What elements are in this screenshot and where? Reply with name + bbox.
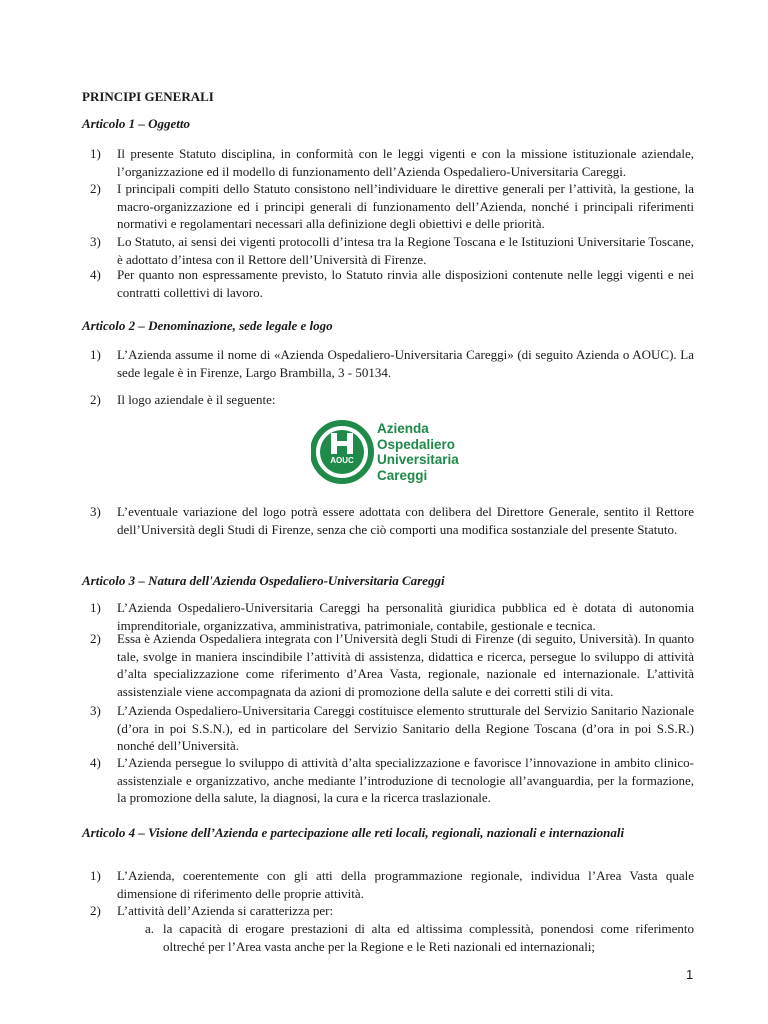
article-2-item-1 xyxy=(82,346,694,381)
subitem-letter: a. xyxy=(145,921,155,936)
item-number: 1) xyxy=(90,600,101,615)
logo-line: Universitaria xyxy=(377,452,459,467)
item-text: Per quanto non espressamente previsto, lo Statuto rinvia alle disposizioni contenute nelle leggi vigenti e nei contratti collettivi di lavoro. xyxy=(117,267,694,300)
item-text: Il presente Statuto disciplina, in conformità con le leggi vigenti e con la missione istituzionale aziendale, l’organizzazione ed il modello di funzionamento dell’Azienda Ospedaliero-Universitaria Careggi. xyxy=(117,146,694,179)
logo-wordmark xyxy=(377,421,459,483)
article-2-item-3 xyxy=(82,503,694,538)
item-number: 3) xyxy=(90,703,101,718)
article-1-title: Articolo 1 – Oggetto xyxy=(82,116,190,131)
item-number: 2) xyxy=(90,903,101,918)
item-text: Essa è Azienda Ospedaliera integrata con l’Università degli Studi di Firenze (di seguito, Università). In quanto tale, svolge in maniera inscindibile l’attività di assistenza, didattica e ricerca, persegue lo sviluppo di attività d’alta specializzazione come riferimento d’Area Vasta, regionale, nazionale ed internazionale. L’attività assistenziale viene accompagnata da azioni di promozione della salute e dei corretti stili di vita. xyxy=(117,631,694,699)
item-text: L’Azienda persegue lo sviluppo di attività d’alta specializzazione e favorisce l’innovazione in ambito clinico-assistenziale e organizzativo, anche mediante l’introduzione di tecnologie all’avanguardia, per la formazione, la promozione della salute, la diagnosi, la cura e la ricerca traslazionale. xyxy=(117,755,694,805)
item-text: L’Azienda, coerentemente con gli atti della programmazione regionale, individua l’Area Vasta quale dimensione di riferimento delle proprie attività. xyxy=(117,868,694,901)
item-text: L’attività dell’Azienda si caratterizza per: xyxy=(117,903,334,918)
item-number: 1) xyxy=(90,868,101,883)
item-number: 4) xyxy=(90,755,101,770)
subitem-text: la capacità di erogare prestazioni di alta ed altissima complessità, ponendosi come riferimento oltreché per l’Area vasta anche per la Regione e le Reti nazionali ed internazionali; xyxy=(163,921,694,954)
article-3-item-1 xyxy=(82,599,694,634)
article-2-item-2 xyxy=(82,391,694,409)
item-number: 3) xyxy=(90,504,101,519)
article-3-item-4 xyxy=(82,754,694,807)
logo-line: Azienda xyxy=(377,421,429,436)
section-title: PRINCIPI GENERALI xyxy=(82,89,214,104)
item-text: L’Azienda assume il nome di «Azienda Ospedaliero-Universitaria Careggi» (di seguito Azienda o AOUC). La sede legale è in Firenze, Largo Brambilla, 3 - 50134. xyxy=(117,347,694,380)
item-number: 4) xyxy=(90,267,101,282)
item-text: Il logo aziendale è il seguente: xyxy=(117,392,276,407)
article-3-item-2 xyxy=(82,630,694,700)
article-4-item-2 xyxy=(82,902,694,920)
article-1-item-1 xyxy=(82,145,694,180)
aouc-logo xyxy=(311,420,471,488)
item-number: 2) xyxy=(90,392,101,407)
item-number: 2) xyxy=(90,631,101,646)
page-number: 1 xyxy=(686,967,694,982)
logo-line: Careggi xyxy=(377,467,428,483)
article-1-item-4 xyxy=(82,266,694,301)
emblem-label: AOUC xyxy=(330,456,354,465)
article-1-item-2 xyxy=(82,180,694,233)
item-number: 2) xyxy=(90,181,101,196)
article-3-item-3 xyxy=(82,702,694,755)
aouc-emblem-icon xyxy=(311,420,375,484)
item-number: 3) xyxy=(90,234,101,249)
article-4-title: Articolo 4 – Visione dell’Azienda e partecipazione alle reti locali, regionali, nazionali e internazionali xyxy=(82,825,625,840)
item-text: L’Azienda Ospedaliero-Universitaria Careggi ha personalità giuridica pubblica ed è dotata di autonomia imprenditoriale, organizzativa, amministrativa, patrimoniale, contabile, gestionale e tecnica. xyxy=(117,600,694,633)
article-4-subitem-a xyxy=(145,920,694,955)
item-number: 1) xyxy=(90,146,101,161)
article-2-title: Articolo 2 – Denominazione, sede legale e logo xyxy=(82,318,333,333)
article-3-title: Articolo 3 – Natura dell'Azienda Ospedaliero-Universitaria Careggi xyxy=(82,573,445,588)
item-text: L’eventuale variazione del logo potrà essere adottata con delibera del Direttore Generale, sentito il Rettore dell’Università degli Studi di Firenze, senza che ciò comporti una modifica sostanziale del presente Statuto. xyxy=(117,504,694,537)
item-text: Lo Statuto, ai sensi dei vigenti protocolli d’intesa tra la Regione Toscana e le Istituzioni Universitarie Toscane, è adottato d’intesa con il Rettore dell’Università di Firenze. xyxy=(117,234,694,267)
item-text: L’Azienda Ospedaliero-Universitaria Careggi costituisce elemento strutturale del Servizio Sanitario Nazionale (d’ora in poi S.S.N.), ed in particolare del Servizio Sanitario della Regione Toscana (d’ora in poi S.S.R.) nonché dell’Università. xyxy=(117,703,694,753)
article-1-item-3 xyxy=(82,233,694,268)
logo-line: Ospedaliero xyxy=(377,436,456,452)
item-text: I principali compiti dello Statuto consistono nell’individuare le direttive generali per l’attività, la gestione, la macro-organizzazione ed i principi generali di funzionamento dell’Azienda, nonché i principali riferimenti normativi e regolamentari necessari alla definizione degli obiettivi e delle priorità. xyxy=(117,181,694,231)
article-4-item-1 xyxy=(82,867,694,902)
item-number: 1) xyxy=(90,347,101,362)
